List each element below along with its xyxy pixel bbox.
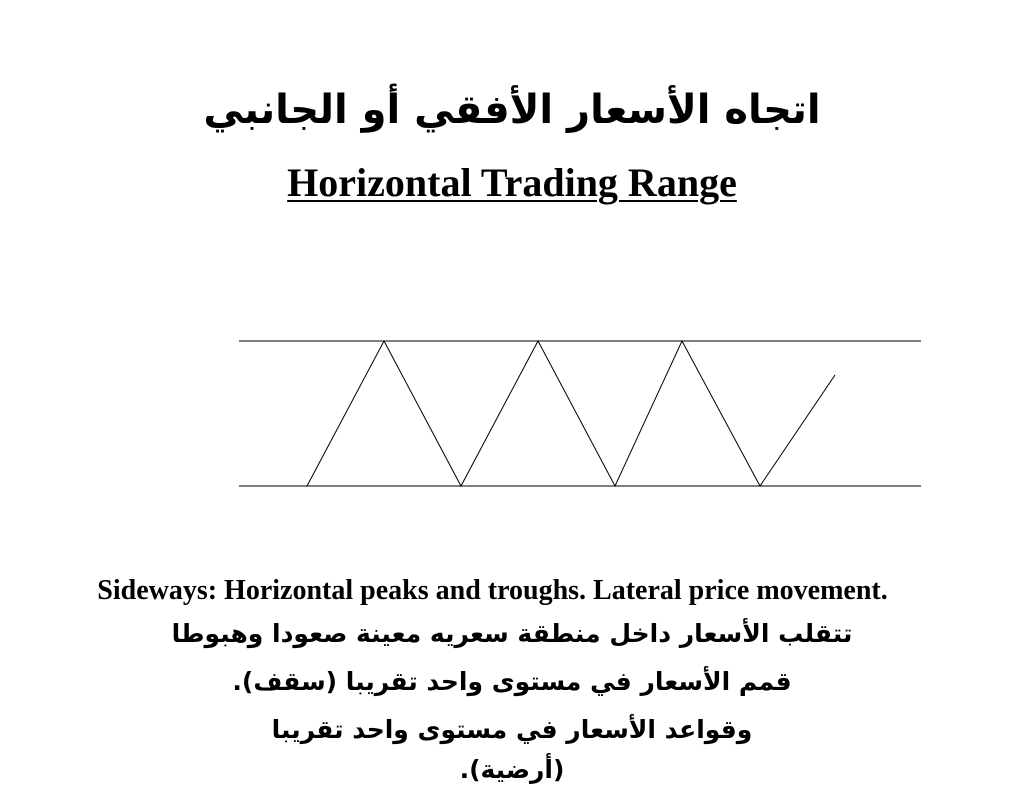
caption-arabic-line-2: قمم الأسعار في مستوى واحد تقريبا (سقف). (232, 667, 792, 696)
price-zigzag (307, 341, 835, 486)
caption-english: Sideways: Horizontal peaks and troughs. Lateral price movement. (97, 575, 888, 606)
caption-arabic-line-3: وقواعد الأسعار في مستوى واحد تقريبا (271, 715, 753, 744)
slide-title-english: Horizontal Trading Range (287, 160, 737, 205)
caption-arabic-line-1: تتقلب الأسعار داخل منطقة سعريه معينة صعودا وهبوطا (171, 619, 853, 648)
slide-title-arabic: اتجاه الأسعار الأفقي أو الجانبي (203, 87, 821, 133)
caption-arabic-line-4: (أرضية). (459, 755, 565, 784)
